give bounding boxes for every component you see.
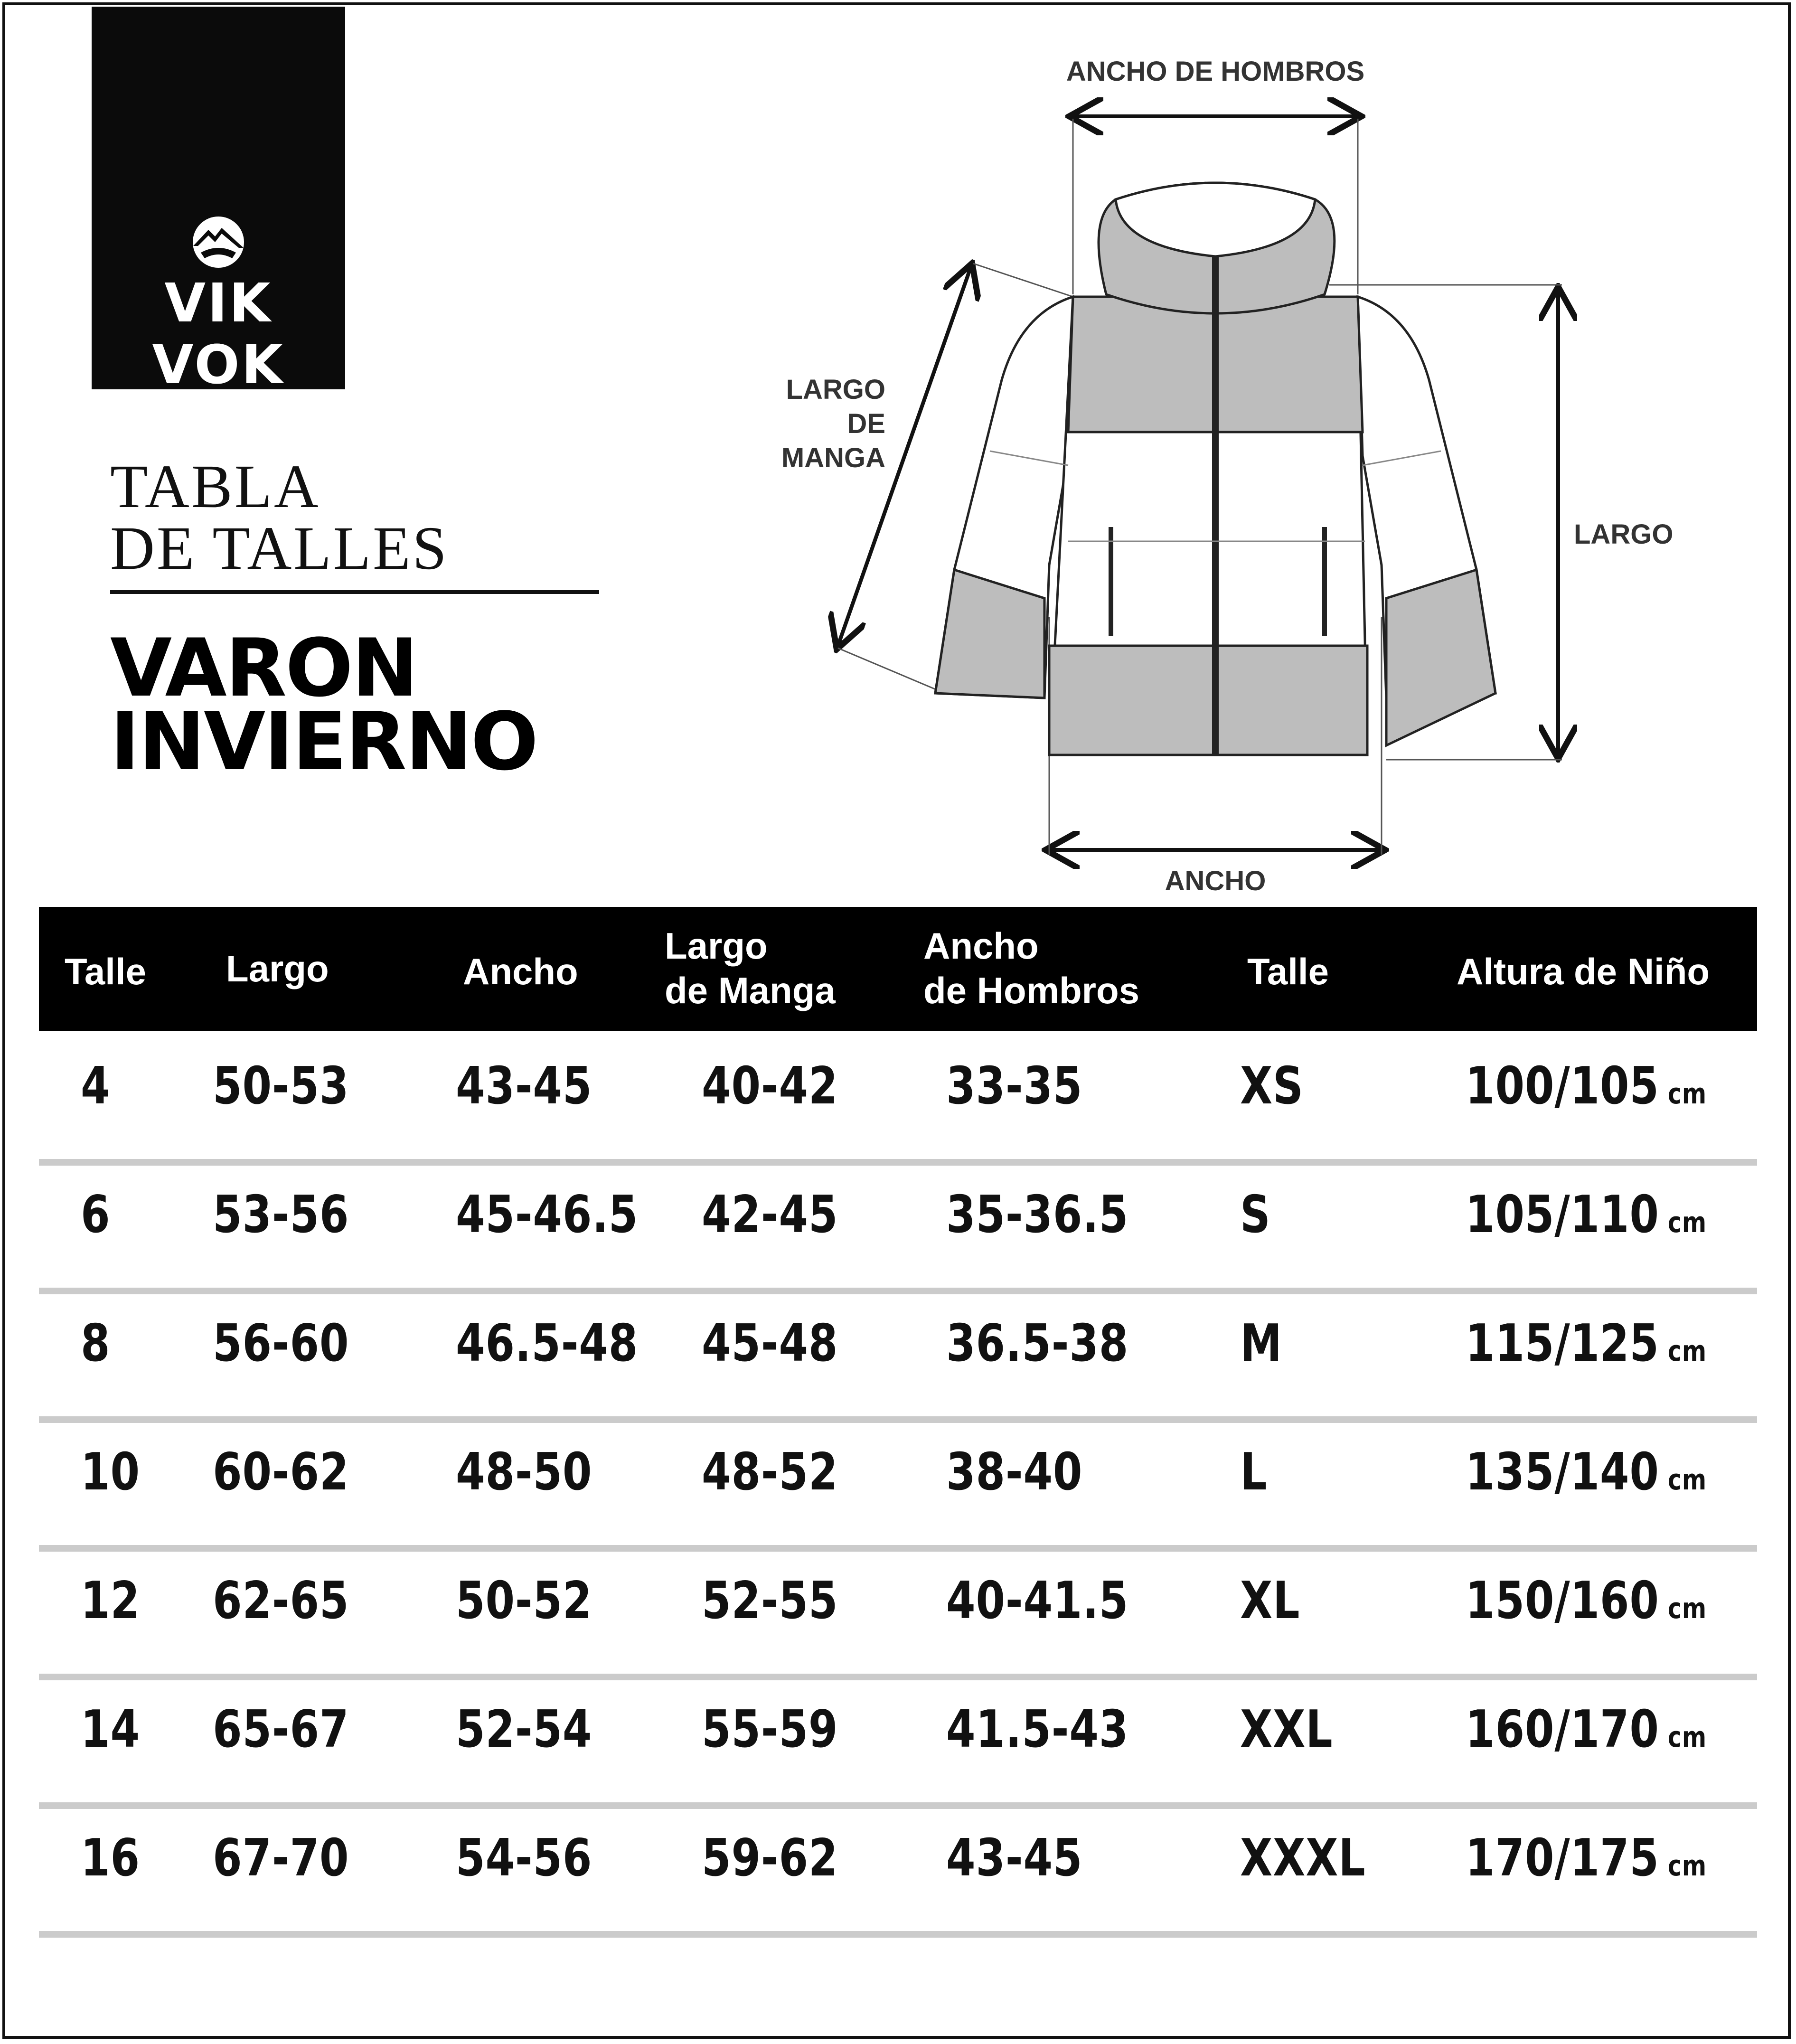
header-ancho: Ancho	[463, 951, 578, 992]
cell-largo: 50-53	[213, 1056, 349, 1116]
jacket-icon	[935, 183, 1495, 755]
unit-label: cm	[1667, 1849, 1707, 1883]
row-divider	[39, 1416, 1757, 1423]
cell-manga: 42-45	[702, 1185, 838, 1244]
cell-ancho: 45-46.5	[456, 1185, 639, 1244]
sleeve-length-label-3: MANGA	[781, 443, 885, 473]
category-title: VARON INVIERNO	[110, 622, 537, 788]
cell-manga: 40-42	[702, 1056, 838, 1116]
row-divider	[39, 1674, 1757, 1680]
cell-ancho: 52-54	[456, 1700, 592, 1759]
cell-hombros: 41.5-43	[946, 1700, 1129, 1759]
cell-altura: 135/140 cm	[1466, 1442, 1707, 1502]
header-talle: Talle	[65, 951, 146, 992]
unit-label: cm	[1667, 1206, 1707, 1239]
cell-manga: 52-55	[702, 1571, 838, 1630]
table-row	[39, 1552, 1757, 1680]
cell-ancho: 46.5-48	[456, 1314, 639, 1373]
table-row	[39, 1166, 1757, 1294]
cell-hombros: 40-41.5	[946, 1571, 1129, 1630]
cell-altura: 160/170 cm	[1466, 1700, 1707, 1759]
cell-talle: 14	[81, 1700, 140, 1759]
cell-talle: 12	[81, 1571, 140, 1630]
jacket-diagram	[736, 47, 1733, 912]
cell-hombros: 35-36.5	[946, 1185, 1129, 1244]
cell-hombros: 38-40	[946, 1442, 1083, 1502]
cell-largo: 67-70	[213, 1828, 349, 1888]
brand-name: VIK VOK	[152, 273, 285, 396]
cell-altura: 170/175 cm	[1466, 1828, 1707, 1888]
table-row	[39, 1423, 1757, 1552]
table-row	[39, 1295, 1757, 1423]
cell-largo: 62-65	[213, 1571, 349, 1630]
row-divider	[39, 1802, 1757, 1809]
cell-talle: 6	[81, 1185, 111, 1244]
title-divider	[110, 590, 599, 594]
unit-label: cm	[1667, 1463, 1707, 1497]
cell-ancho: 48-50	[456, 1442, 592, 1502]
cell-size: XXXL	[1240, 1828, 1366, 1888]
sleeve-length-label-2: DE	[847, 408, 885, 439]
cell-largo: 65-67	[213, 1700, 349, 1759]
shoulder-width-label: ANCHO DE HOMBROS	[1066, 56, 1365, 87]
mountain-icon	[187, 215, 250, 272]
cell-size: XL	[1240, 1571, 1300, 1630]
row-divider	[39, 1931, 1757, 1938]
header-largo-manga: Largo de Manga	[665, 925, 836, 1011]
cell-manga: 48-52	[702, 1442, 838, 1502]
cell-manga: 45-48	[702, 1314, 838, 1373]
table-row	[39, 1809, 1757, 1938]
unit-label: cm	[1667, 1077, 1707, 1111]
cell-size: M	[1240, 1314, 1282, 1373]
sleeve-length-label-1: LARGO	[786, 374, 885, 405]
row-divider	[39, 1288, 1757, 1294]
length-label: LARGO	[1574, 519, 1674, 550]
cell-hombros: 36.5-38	[946, 1314, 1129, 1373]
cell-manga: 59-62	[702, 1828, 838, 1888]
header-largo: Largo	[226, 948, 329, 989]
cell-talle: 4	[81, 1056, 111, 1116]
page-title: TABLA DE TALLES	[110, 452, 449, 583]
cell-talle: 16	[81, 1828, 140, 1888]
table-row	[39, 1681, 1757, 1809]
cell-size: S	[1240, 1185, 1271, 1244]
unit-label: cm	[1667, 1335, 1707, 1368]
table-row	[39, 1037, 1757, 1166]
cell-ancho: 50-52	[456, 1571, 592, 1630]
cell-hombros: 43-45	[946, 1828, 1083, 1888]
cell-size: L	[1240, 1442, 1268, 1502]
brand-logo-block	[92, 7, 345, 396]
header-talle-letter: Talle	[1247, 951, 1329, 992]
width-label: ANCHO	[1165, 866, 1266, 896]
cell-hombros: 33-35	[946, 1056, 1083, 1116]
cell-ancho: 43-45	[456, 1056, 592, 1116]
cell-largo: 60-62	[213, 1442, 349, 1502]
cell-ancho: 54-56	[456, 1828, 592, 1888]
header-altura: Altura de Niño	[1457, 951, 1710, 992]
unit-label: cm	[1667, 1721, 1707, 1754]
cell-altura: 115/125 cm	[1466, 1314, 1707, 1373]
row-divider	[39, 1159, 1757, 1166]
cell-altura: 100/105 cm	[1466, 1056, 1707, 1116]
row-divider	[39, 1545, 1757, 1552]
cell-largo: 56-60	[213, 1314, 349, 1373]
size-table-header	[39, 907, 1757, 1031]
cell-talle: 10	[81, 1442, 140, 1502]
cell-manga: 55-59	[702, 1700, 838, 1759]
unit-label: cm	[1667, 1592, 1707, 1625]
cell-largo: 53-56	[213, 1185, 349, 1244]
cell-talle: 8	[81, 1314, 111, 1373]
header-ancho-hombros: Ancho de Hombros	[923, 925, 1140, 1011]
cell-altura: 150/160 cm	[1466, 1571, 1707, 1630]
cell-size: XS	[1240, 1056, 1304, 1116]
cell-size: XXL	[1240, 1700, 1333, 1759]
cell-altura: 105/110 cm	[1466, 1185, 1707, 1244]
